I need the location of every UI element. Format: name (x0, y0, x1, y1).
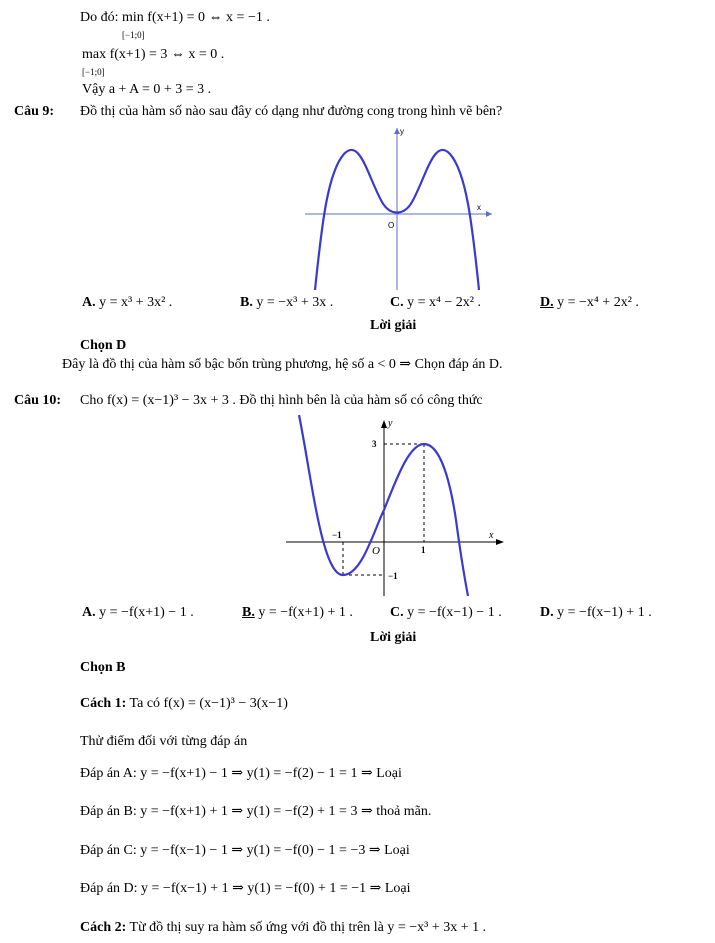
line-min: Do đó: min f(x+1) = 0 ⇔ x = −1 . (80, 10, 270, 25)
q10-option-a: A. y = −f(x+1) − 1 . (82, 605, 194, 620)
q9-x-label: x (477, 203, 481, 212)
q10-tick-1: 1 (421, 545, 426, 555)
q10-origin: O (372, 545, 380, 557)
q10-tick-minus1-x: −1 (332, 530, 342, 540)
q10-x-arrow (496, 539, 504, 545)
q10-option-b: B. y = −f(x+1) + 1 . (242, 605, 353, 620)
q10-tick-minus1-y: −1 (388, 571, 398, 581)
q10-option-d: D. y = −f(x−1) + 1 . (540, 605, 652, 620)
q9-option-c: C. y = x⁴ − 2x² . (390, 295, 481, 310)
line-max: max f(x+1) = 3 ⇔ x = 0 . (82, 47, 225, 62)
q10-text: Cho f(x) = (x−1)³ − 3x + 3 . Đồ thị hình bên là của hàm số có công thức (80, 393, 483, 408)
q9-y-label: y (400, 127, 404, 136)
q10-x-label: x (489, 530, 494, 541)
line-max-sub: [−1;0] (82, 67, 105, 77)
q9-label: Câu 9: (14, 104, 55, 119)
q9-solution-title: Lời giải (370, 318, 417, 333)
q9-option-a: A. y = x³ + 3x² . (82, 295, 173, 310)
q9-choice: Chọn D (80, 338, 127, 353)
q9-x-arrow (486, 211, 492, 217)
q10-answer-c: Đáp án C: y = −f(x−1) − 1 ⇒ y(1) = −f(0) − 1 = −3 ⇒ Loại (80, 843, 410, 858)
q9-option-d: D. y = −x⁴ + 2x² . (540, 295, 639, 310)
q10-answer-a: Đáp án A: y = −f(x+1) − 1 ⇒ y(1) = −f(2) − 1 = 1 ⇒ Loại (80, 766, 402, 781)
q10-y-label: y (388, 418, 393, 429)
q10-answer-b: Đáp án B: y = −f(x+1) + 1 ⇒ y(1) = −f(2) + 1 = 3 ⇒ thoả mãn. (80, 804, 432, 819)
q9-origin: O (388, 221, 395, 230)
q10-method1: Cách 1: Ta có f(x) = (x−1)³ − 3(x−1) (80, 696, 288, 711)
q10-label: Câu 10: (14, 393, 62, 408)
q9-text: Đồ thị của hàm số nào sau đây có dạng như đường cong trong hình vẽ bên? (80, 104, 503, 119)
line-vay: Vậy a + A = 0 + 3 = 3 . (82, 82, 212, 97)
q10-solution-title: Lời giải (370, 630, 417, 645)
q9-explain: Đây là đồ thị của hàm số bậc bốn trùng phương, hệ số a < 0 ⇒ Chọn đáp án D. (62, 357, 503, 372)
q10-answer-d: Đáp án D: y = −f(x−1) + 1 ⇒ y(1) = −f(0) + 1 = −1 ⇒ Loại (80, 881, 411, 896)
q10-choice: Chọn B (80, 660, 126, 675)
line-min-sub: [−1;0] (122, 30, 145, 40)
q10-option-c: C. y = −f(x−1) − 1 . (390, 605, 502, 620)
q10-method2: Cách 2: Từ đồ thị suy ra hàm số ứng với đồ thị trên là y = −x³ + 3x + 1 . (80, 920, 487, 935)
q9-graph (300, 122, 500, 292)
q10-graph (284, 410, 509, 600)
q10-y-arrow (381, 420, 387, 428)
q9-option-b: B. y = −x³ + 3x . (240, 295, 334, 310)
q10-try: Thử điểm đối với từng đáp án (80, 734, 248, 749)
q10-tick-3: 3 (372, 439, 377, 449)
